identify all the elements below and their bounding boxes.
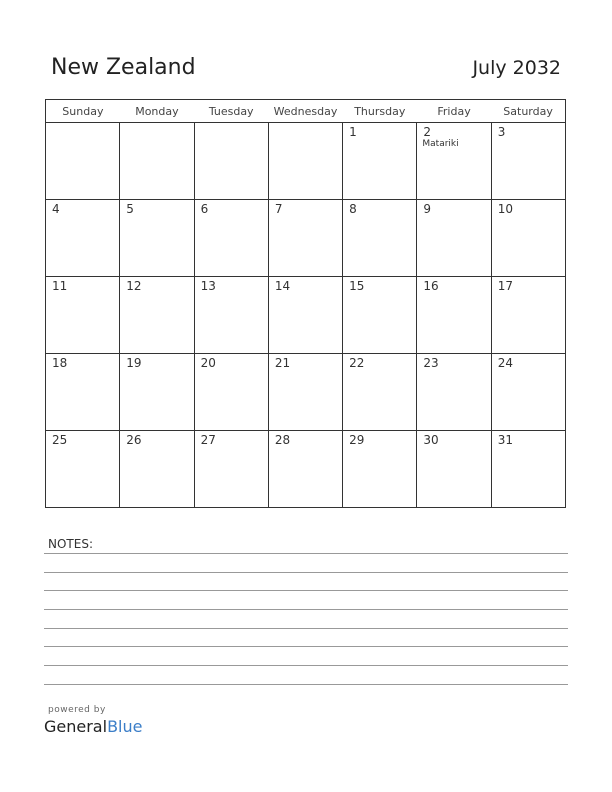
day-number: 21 bbox=[274, 356, 291, 370]
day-cell bbox=[268, 277, 342, 354]
day-cell bbox=[491, 431, 565, 508]
day-number: 27 bbox=[200, 433, 216, 447]
day-cell bbox=[194, 200, 268, 277]
calendar-grid bbox=[45, 99, 566, 508]
day-cell bbox=[417, 431, 491, 508]
week-row bbox=[46, 354, 566, 431]
day-number: 22 bbox=[349, 356, 365, 370]
day-number: 6 bbox=[200, 202, 209, 216]
weekday-header: Monday bbox=[120, 100, 194, 123]
weekday-header: Sunday bbox=[46, 100, 120, 123]
day-cell bbox=[120, 431, 194, 508]
empty-day-cell bbox=[46, 123, 120, 200]
month-year-title: July 2032 bbox=[472, 57, 561, 79]
brand-blue: Blue bbox=[107, 717, 143, 736]
day-cell bbox=[343, 200, 417, 277]
weekday-header-row bbox=[46, 100, 566, 123]
notes-label: NOTES: bbox=[48, 537, 93, 551]
note-line bbox=[44, 665, 568, 666]
day-cell bbox=[46, 431, 120, 508]
note-line bbox=[44, 646, 568, 647]
day-number: 8 bbox=[349, 202, 357, 216]
day-cell bbox=[194, 431, 268, 508]
day-number: 3 bbox=[497, 125, 506, 139]
day-number: 12 bbox=[126, 279, 142, 293]
day-cell bbox=[268, 200, 342, 277]
day-number: 18 bbox=[52, 356, 68, 370]
day-number: 4 bbox=[52, 202, 60, 216]
brand-general: General bbox=[44, 717, 108, 736]
week-row bbox=[46, 431, 566, 508]
note-line bbox=[44, 553, 568, 554]
day-cell bbox=[120, 200, 194, 277]
weekday-header: Thursday bbox=[343, 100, 417, 123]
day-number: 25 bbox=[52, 433, 68, 447]
day-cell bbox=[268, 431, 342, 508]
day-cell bbox=[343, 431, 417, 508]
day-cell bbox=[46, 277, 120, 354]
day-number: 9 bbox=[423, 202, 432, 216]
country-title: New Zealand bbox=[51, 55, 196, 80]
day-cell bbox=[491, 277, 565, 354]
note-line bbox=[44, 572, 568, 573]
day-number: 7 bbox=[274, 202, 283, 216]
day-cell bbox=[343, 354, 417, 431]
week-row bbox=[46, 277, 566, 354]
day-number: 31 bbox=[497, 433, 513, 447]
note-line bbox=[44, 609, 568, 610]
empty-day-cell bbox=[194, 123, 268, 200]
day-number: 20 bbox=[200, 356, 216, 370]
day-cell bbox=[491, 123, 565, 200]
day-number: 17 bbox=[497, 279, 513, 293]
day-number: 16 bbox=[423, 279, 439, 293]
day-cell bbox=[417, 277, 491, 354]
weekday-header: Friday bbox=[417, 100, 491, 123]
day-number: 1 bbox=[349, 125, 357, 139]
day-cell bbox=[491, 354, 565, 431]
day-number: 19 bbox=[126, 356, 142, 370]
weekday-header: Saturday bbox=[491, 100, 565, 123]
day-cell bbox=[268, 354, 342, 431]
day-cell bbox=[417, 123, 491, 200]
weekday-header: Tuesday bbox=[194, 100, 268, 123]
day-cell bbox=[194, 354, 268, 431]
day-number: 29 bbox=[349, 433, 365, 447]
holiday-label: Matariki bbox=[422, 139, 459, 149]
generalblue-logo[interactable] bbox=[44, 717, 142, 736]
week-row bbox=[46, 200, 566, 277]
day-number: 30 bbox=[423, 433, 439, 447]
day-number: 26 bbox=[126, 433, 142, 447]
day-cell bbox=[343, 277, 417, 354]
day-cell bbox=[120, 354, 194, 431]
day-number: 13 bbox=[200, 279, 216, 293]
empty-day-cell bbox=[120, 123, 194, 200]
day-cell bbox=[46, 354, 120, 431]
day-number: 14 bbox=[274, 279, 291, 293]
note-line bbox=[44, 628, 568, 629]
day-number: 15 bbox=[349, 279, 365, 293]
day-number: 11 bbox=[52, 279, 68, 293]
day-number: 23 bbox=[423, 356, 439, 370]
day-number: 10 bbox=[497, 202, 513, 216]
day-cell bbox=[194, 277, 268, 354]
day-number: 5 bbox=[126, 202, 134, 216]
day-number: 28 bbox=[274, 433, 291, 447]
day-cell bbox=[120, 277, 194, 354]
day-cell bbox=[417, 354, 491, 431]
note-line bbox=[44, 684, 568, 685]
weekday-header: Wednesday bbox=[268, 100, 342, 123]
day-cell bbox=[417, 200, 491, 277]
day-number: 24 bbox=[497, 356, 513, 370]
powered-by-text: powered by bbox=[48, 705, 106, 715]
day-cell bbox=[343, 123, 417, 200]
day-cell bbox=[46, 200, 120, 277]
week-row bbox=[46, 123, 566, 200]
empty-day-cell bbox=[268, 123, 342, 200]
day-cell bbox=[491, 200, 565, 277]
note-line bbox=[44, 590, 568, 591]
day-number: 2 bbox=[423, 125, 432, 139]
calendar-body bbox=[46, 123, 566, 508]
